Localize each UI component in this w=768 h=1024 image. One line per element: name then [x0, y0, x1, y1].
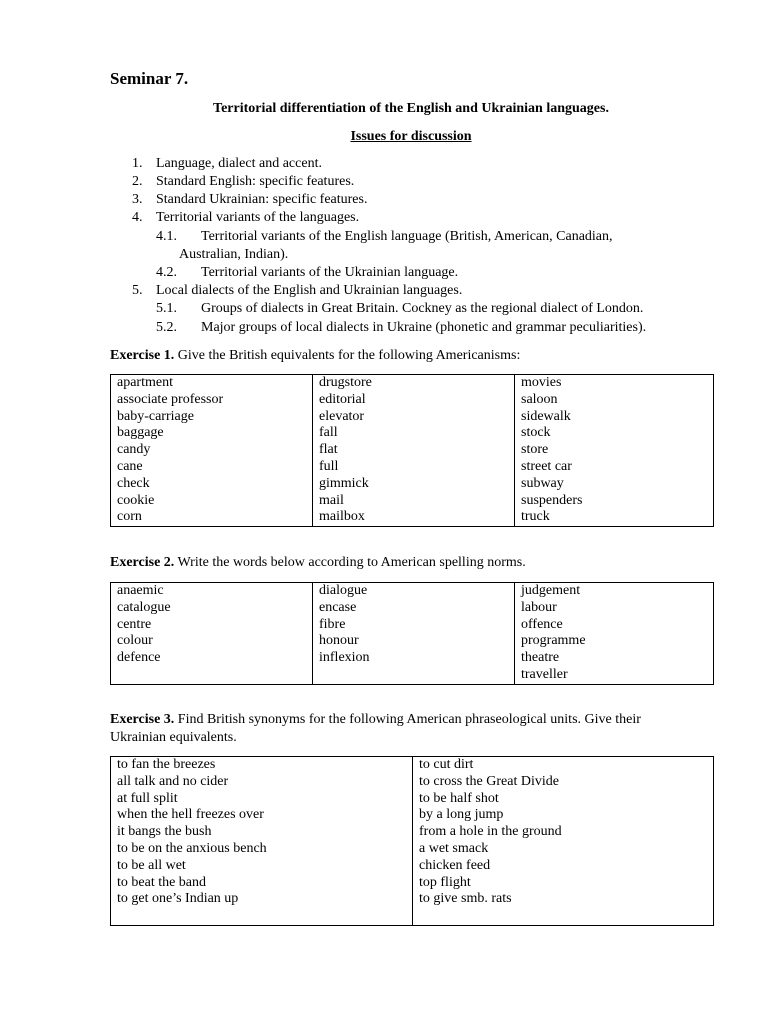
subissue-number: 4.1.	[156, 229, 177, 244]
word-item: dialogue	[319, 583, 368, 598]
word-item: stock	[521, 425, 551, 441]
subissue-number: 5.1.	[156, 301, 177, 316]
word-item: elevator	[319, 408, 365, 424]
subissue-number: 4.2.	[156, 265, 177, 280]
word-item: traveller	[521, 666, 568, 682]
phrase-item: it bangs the bush	[117, 824, 212, 840]
phrase-item: chicken feed	[419, 857, 491, 873]
exercise-2-column	[313, 583, 515, 685]
issue-text: Territorial variants of the languages.	[156, 210, 360, 225]
subissue-text: Territorial variants of the Ukrainian language.	[201, 265, 459, 280]
subissue-text-continuation: Australian, Indian).	[179, 247, 289, 262]
word-item: suspenders	[521, 492, 583, 508]
word-item: corn	[117, 509, 142, 525]
word-item: baby-carriage	[117, 408, 194, 424]
exercise-1-instruction	[110, 347, 520, 364]
issue-number: 5.	[132, 283, 143, 298]
word-item: check	[117, 475, 150, 491]
exercise-2-column	[515, 583, 714, 685]
word-item: truck	[521, 509, 550, 525]
exercise-2-text: Write the words below according to American spelling norms.	[174, 555, 526, 570]
phrase-item: a wet smack	[419, 840, 489, 856]
subissue-text: Territorial variants of the English language (British, American, Canadian,	[201, 229, 613, 244]
word-item: cookie	[117, 492, 155, 508]
word-item: full	[319, 458, 339, 474]
phrase-item: to be on the anxious bench	[117, 840, 267, 856]
phrase-item: at full split	[117, 790, 178, 806]
word-item: gimmick	[319, 475, 369, 491]
word-item: candy	[117, 442, 151, 458]
seminar-subtitle: Territorial differentiation of the English and Ukrainian languages.	[213, 101, 609, 116]
word-item: catalogue	[117, 599, 171, 615]
issues-heading: Issues for discussion	[350, 129, 472, 144]
phrase-item: to be all wet	[117, 857, 186, 873]
issue-text: Standard Ukrainian: specific features.	[156, 192, 368, 207]
exercise-2-table	[110, 582, 714, 685]
word-item: sidewalk	[521, 408, 571, 424]
word-item: centre	[117, 616, 152, 632]
word-item: fibre	[319, 616, 346, 632]
phrase-item: to get one’s Indian up	[117, 891, 239, 907]
exercise-3-instruction	[110, 711, 641, 728]
phrase-item: by a long jump	[419, 807, 504, 823]
word-item: anaemic	[117, 583, 164, 598]
issue-number: 3.	[132, 192, 143, 207]
phrase-item: to beat the band	[117, 874, 207, 890]
subissue-text: Groups of dialects in Great Britain. Cockney as the regional dialect of London.	[201, 301, 644, 316]
word-item: apartment	[117, 375, 173, 390]
word-item: mailbox	[319, 509, 365, 525]
word-item: honour	[319, 633, 359, 649]
word-item: street car	[521, 458, 572, 474]
phrase-item: to fan the breezes	[117, 757, 216, 772]
exercise-1-column	[313, 375, 515, 527]
word-item: defence	[117, 650, 161, 666]
word-item: store	[521, 442, 549, 458]
exercise-2-label: Exercise 2.	[110, 555, 175, 570]
word-item: saloon	[521, 391, 558, 407]
phrase-item: to give smb. rats	[419, 891, 512, 907]
issue-text: Standard English: specific features.	[156, 174, 355, 189]
issue-number: 2.	[132, 174, 143, 189]
issue-text: Language, dialect and accent.	[156, 156, 322, 171]
exercise-3-text: Find British synonyms for the following American phraseological units. Give their	[174, 712, 641, 727]
word-item: inflexion	[319, 650, 370, 666]
issue-text: Local dialects of the English and Ukrainian languages.	[156, 283, 463, 298]
word-item: editorial	[319, 391, 366, 407]
word-item: colour	[117, 633, 153, 649]
word-item: baggage	[117, 425, 164, 441]
word-item: offence	[521, 616, 563, 632]
word-item: fall	[319, 425, 338, 441]
issue-number: 1.	[132, 156, 143, 171]
word-item: labour	[521, 599, 557, 615]
subissue-number: 5.2.	[156, 320, 177, 335]
issue-number: 4.	[132, 210, 143, 225]
phrase-item: top flight	[419, 874, 471, 890]
word-item: programme	[521, 633, 586, 649]
phrase-item: from a hole in the ground	[419, 824, 562, 840]
exercise-2-instruction	[110, 554, 526, 571]
phrase-item: to be half shot	[419, 790, 499, 806]
phrase-item: all talk and no cider	[117, 773, 229, 789]
exercise-2-column	[111, 583, 313, 685]
exercise-1-column	[111, 375, 313, 527]
word-item: mail	[319, 492, 344, 508]
word-item: cane	[117, 458, 143, 474]
word-item: subway	[521, 475, 564, 491]
page-title: Seminar 7.	[110, 69, 189, 88]
exercise-3-instruction-continuation: Ukrainian equivalents.	[110, 730, 237, 745]
word-item: movies	[521, 375, 562, 390]
exercise-1-table	[110, 374, 714, 527]
exercise-3-label: Exercise 3.	[110, 712, 175, 727]
word-item: associate professor	[117, 391, 224, 407]
exercise-1-column	[515, 375, 714, 527]
phrase-item: to cross the Great Divide	[419, 773, 559, 789]
word-item: judgement	[521, 583, 581, 598]
word-item: encase	[319, 599, 357, 615]
word-item: drugstore	[319, 375, 372, 390]
subissue-text: Major groups of local dialects in Ukraine (phonetic and grammar peculiarities).	[201, 320, 647, 335]
exercise-1-label: Exercise 1.	[110, 348, 175, 363]
exercise-3-column	[413, 757, 714, 926]
phrase-item: when the hell freezes over	[117, 807, 264, 823]
word-item: theatre	[521, 650, 560, 666]
exercise-3-table	[110, 756, 714, 926]
phrase-item: to cut dirt	[419, 757, 474, 772]
exercise-3-column	[111, 757, 413, 926]
exercise-1-text: Give the British equivalents for the following Americanisms:	[174, 348, 521, 363]
word-item: flat	[319, 442, 338, 458]
